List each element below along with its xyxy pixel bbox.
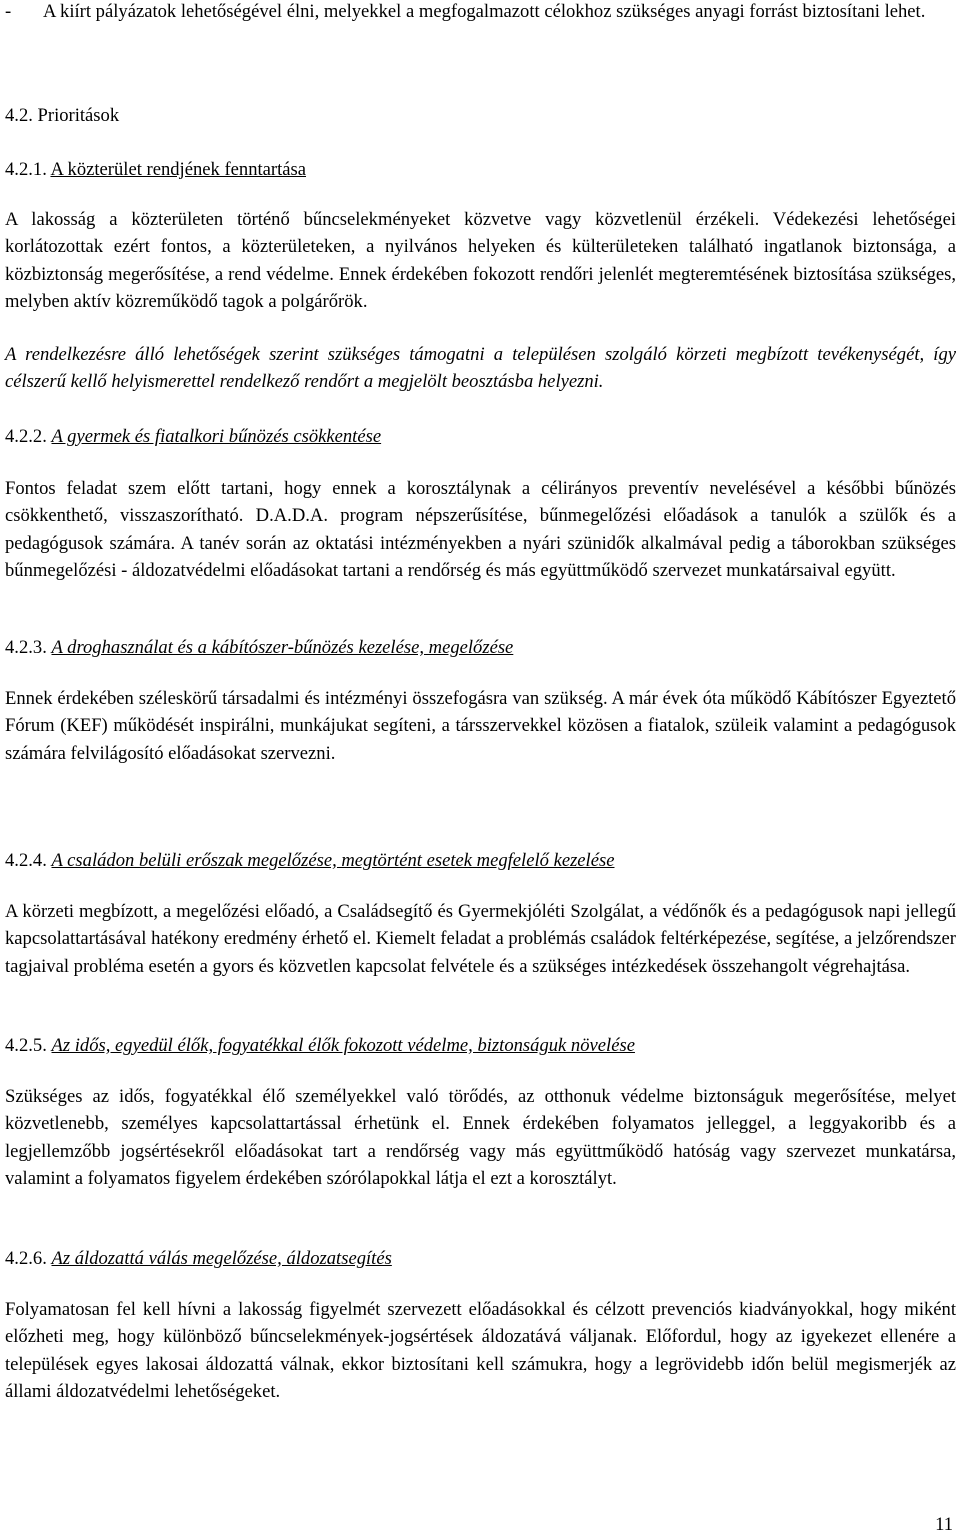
subsection-1-italic-paragraph: A rendelkezésre álló lehetőségek szerint szükséges támogatni a településen szolgáló körzeti megbízott tevékenységét, így célszerű kellő helyismerettel rendelkező rendőrt a megjelölt beosztásba helyezni. [5,344,956,393]
page-number: 11 [935,1514,953,1535]
subsection-title: A közterület rendjének fenntartása [50,159,307,180]
section-heading: 4.2. Prioritások [5,105,120,126]
subsection-6-paragraph: Folyamatosan fel kell hívni a lakosság figyelmét szervezett előadásokkal és célzott prevenciós kiadványokkal, hogy miként előzheti meg, hogy különböző bűncselekmények-jogsértések áldozatává váljanak. Előfordul, hogy az igyekezet ellenére a települések egyes lakosai áldozattá válnak, ekkor biztosítani kell számukra, hogy a legrövidebb időn belül megismerjék az állami áldozatvédelmi lehetőségeket. [5,1299,956,1402]
subsection-heading-5 [5,1032,635,1059]
subsection-4-paragraph: A körzeti megbízott, a megelőzési előadó, a Családsegítő és Gyermekjóléti Szolgálat, a védőnők és a pedagógusok napi jellegű kapcsolattartásával hatékony eredmény érhető el. Kiemelt feladat a problémás családok feltérképezése, segítése, a jelzőrendszer tagjaival probléma esetén a gyors és közvetlen kapcsolat felvétele és a szükséges intézkedések összehangolt végrehajtása. [5,901,956,977]
subsection-title: Az áldozattá válás megelőzése, áldozatsegítés [51,1248,392,1269]
subsection-heading-6 [5,1245,392,1272]
subsection-number: 4.2.5. [5,1035,47,1056]
subsection-title: Az idős, egyedül élők, fogyatékkal élők fokozott védelme, biztonságuk növelése [51,1035,635,1056]
subsection-number: 4.2.3. [5,637,47,658]
subsection-heading-1 [5,156,306,183]
subsection-title: A droghasználat és a kábítószer-bűnözés kezelése, megelőzése [51,637,514,658]
subsection-number: 4.2.6. [5,1248,47,1269]
subsection-1-paragraph: A lakosság a közterületen történő bűncselekményeket közvetve vagy közvetlenül érzékeli. Védekezési lehetőségei korlátozottak ezért fontos, a közterületeken, a nyilvános helyeken és külterületeken található ingatlanok biztonsága, a közbiztonság megerősítése, a rend védelme. Ennek érdekében fokozott rendőri jelenlét megteremtésének biztosítása szükséges, melyben aktív közreműködő tagok a polgárőrök. [5,209,956,312]
subsection-heading-4 [5,847,614,874]
subsection-5-paragraph: Szükséges az idős, fogyatékkal élő személyekkel való törődés, az otthonuk védelme biztonságuk megerősítése, melyet közvetlenebb, személyes kapcsolattartással érhetünk el. Ennek érdekében folyamatos jelleggel, a leggyakoribb és a legjellemzőbb jogsértésekről előadásokat tart a rendőrség vagy más együttműködő hatóság vagy szervezet munkatársa, valamint a folyamatos figyelem érdekében szórólapokkal látja el ezt a korosztályt. [5,1086,956,1189]
bullet-item [5,0,956,25]
subsection-3-paragraph: Ennek érdekében széleskörű társadalmi és intézményi összefogásra van szükség. A már évek óta működő Kábítószer Egyeztető Fórum (KEF) működését inspirálni, munkájukat segíteni, a társszervekkel közösen a fiatalok, szüleik valamint a pedagógusok számára felvilágosító előadásokat szervezni. [5,688,956,764]
subsection-title: A gyermek és fiatalkori bűnözés csökkentése [51,426,382,447]
subsection-2-paragraph: Fontos feladat szem előtt tartani, hogy ennek a korosztálynak a célirányos preventív nevelésével a későbbi bűnözés csökkenthető, visszaszorítható. D.A.D.A. program népszerűsítése, bűnmegelőzési előadások a tanulók a szülők és a pedagógusok számára. A tanév során az oktatási intézményekben a nyári szünidők alkalmával pedig a táborokban szükséges bűnmegelőzési - áldozatvédelmi előadásokat tartani a rendőrség és más együttműködő szervezet munkatársaival együtt. [5,478,956,581]
bullet-text: A kiírt pályázatok lehetőségével élni, melyekkel a megfogalmazott célokhoz szükséges anyagi forrást biztosítani lehet. [43,1,926,22]
subsection-heading-3 [5,634,513,661]
subsection-number: 4.2.2. [5,426,47,447]
subsection-number: 4.2.4. [5,850,47,871]
subsection-title: A családon belüli erőszak megelőzése, megtörtént esetek megfelelő kezelése [51,850,615,871]
subsection-heading-2 [5,423,381,450]
subsection-number: 4.2.1. [5,159,47,180]
bullet-mark: - [5,1,12,22]
